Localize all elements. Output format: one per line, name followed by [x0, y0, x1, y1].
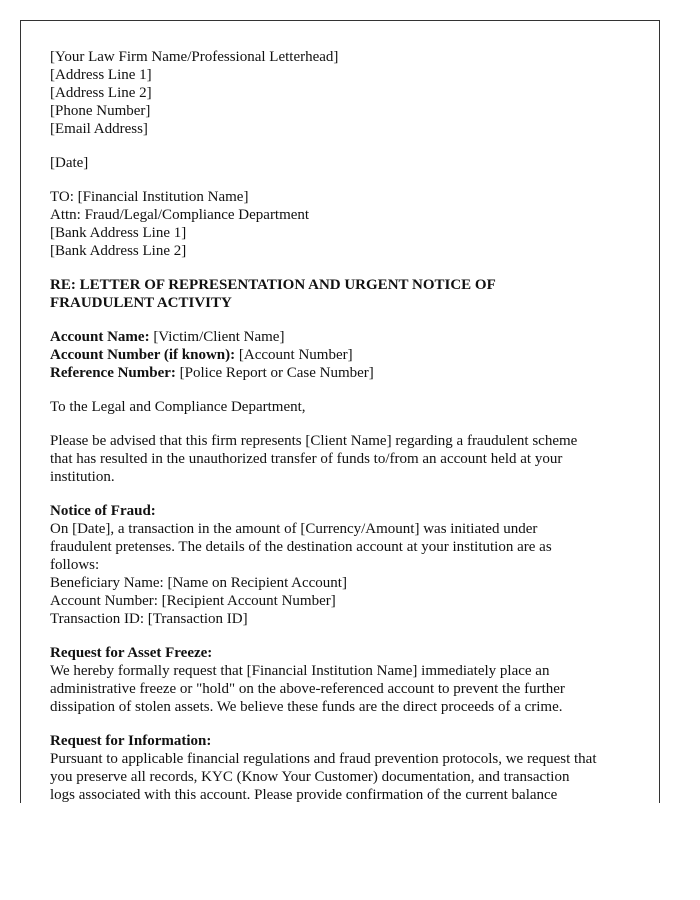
account-number-row [50, 346, 630, 364]
recipient-address [50, 188, 630, 260]
subject-line [50, 276, 630, 312]
letter-page [20, 20, 660, 803]
recipient-attention: Attn: Fraud/Legal/Compliance Department [50, 207, 310, 223]
letter-date [50, 154, 630, 172]
information-request-line: you preserve all records, KYC (Know Your Customer) documentation, and transaction [50, 769, 570, 785]
account-number-label: Account Number (if known): [50, 347, 236, 363]
recipient-address-line-2: [Bank Address Line 2] [50, 243, 187, 259]
firm-address-line-2: [Address Line 2] [50, 85, 152, 101]
intro-paragraph [50, 432, 630, 486]
salutation [50, 398, 630, 416]
account-name-value: [Victim/Client Name] [149, 329, 285, 345]
intro-line: that has resulted in the unauthorized transfer of funds to/from an account held at your [50, 451, 563, 467]
asset-freeze-line: We hereby formally request that [Financial Institution Name] immediately place an [50, 663, 550, 679]
firm-email: [Email Address] [50, 121, 148, 137]
firm-name: [Your Law Firm Name/Professional Letterhead] [50, 49, 339, 65]
account-name-row [50, 328, 630, 346]
subject-line-2: FRAUDULENT ACTIVITY [50, 295, 232, 311]
notice-line: fraudulent pretenses. The details of the destination account at your institution are as [50, 539, 552, 555]
subject-line-1: RE: LETTER OF REPRESENTATION AND URGENT NOTICE OF [50, 277, 496, 293]
asset-freeze-line: dissipation of stolen assets. We believe these funds are the direct proceeds of a crime. [50, 699, 563, 715]
beneficiary-name: Beneficiary Name: [Name on Recipient Account] [50, 575, 347, 591]
date-text: [Date] [50, 155, 89, 171]
information-request-heading: Request for Information: [50, 733, 212, 749]
information-request-section [50, 732, 630, 803]
transaction-id: Transaction ID: [Transaction ID] [50, 611, 248, 627]
notice-of-fraud-heading: Notice of Fraud: [50, 503, 156, 519]
recipient-account-number: Account Number: [Recipient Account Number] [50, 593, 336, 609]
reference-number-row [50, 364, 630, 382]
recipient-address-line-1: [Bank Address Line 1] [50, 225, 187, 241]
information-request-line: Pursuant to applicable financial regulations and fraud prevention protocols, we request that [50, 751, 597, 767]
account-name-label: Account Name: [50, 329, 150, 345]
notice-line: On [Date], a transaction in the amount of [Currency/Amount] was initiated under [50, 521, 538, 537]
account-info [50, 328, 630, 382]
account-number-value: [Account Number] [235, 347, 353, 363]
reference-number-label: Reference Number: [50, 365, 176, 381]
asset-freeze-heading: Request for Asset Freeze: [50, 645, 213, 661]
asset-freeze-section [50, 644, 630, 716]
letterhead [50, 48, 630, 138]
asset-freeze-line: administrative freeze or "hold" on the above-referenced account to prevent the further [50, 681, 565, 697]
notice-line: follows: [50, 557, 100, 573]
recipient-institution: TO: [Financial Institution Name] [50, 189, 249, 205]
reference-number-value: [Police Report or Case Number] [175, 365, 374, 381]
salutation-text: To the Legal and Compliance Department, [50, 399, 306, 415]
letter-body [50, 48, 630, 803]
firm-address-line-1: [Address Line 1] [50, 67, 152, 83]
information-request-line: logs associated with this account. Please provide confirmation of the current balance [50, 787, 558, 803]
firm-phone: [Phone Number] [50, 103, 151, 119]
intro-line: Please be advised that this firm represents [Client Name] regarding a fraudulent scheme [50, 433, 578, 449]
notice-of-fraud-section [50, 502, 630, 628]
intro-line: institution. [50, 469, 115, 485]
